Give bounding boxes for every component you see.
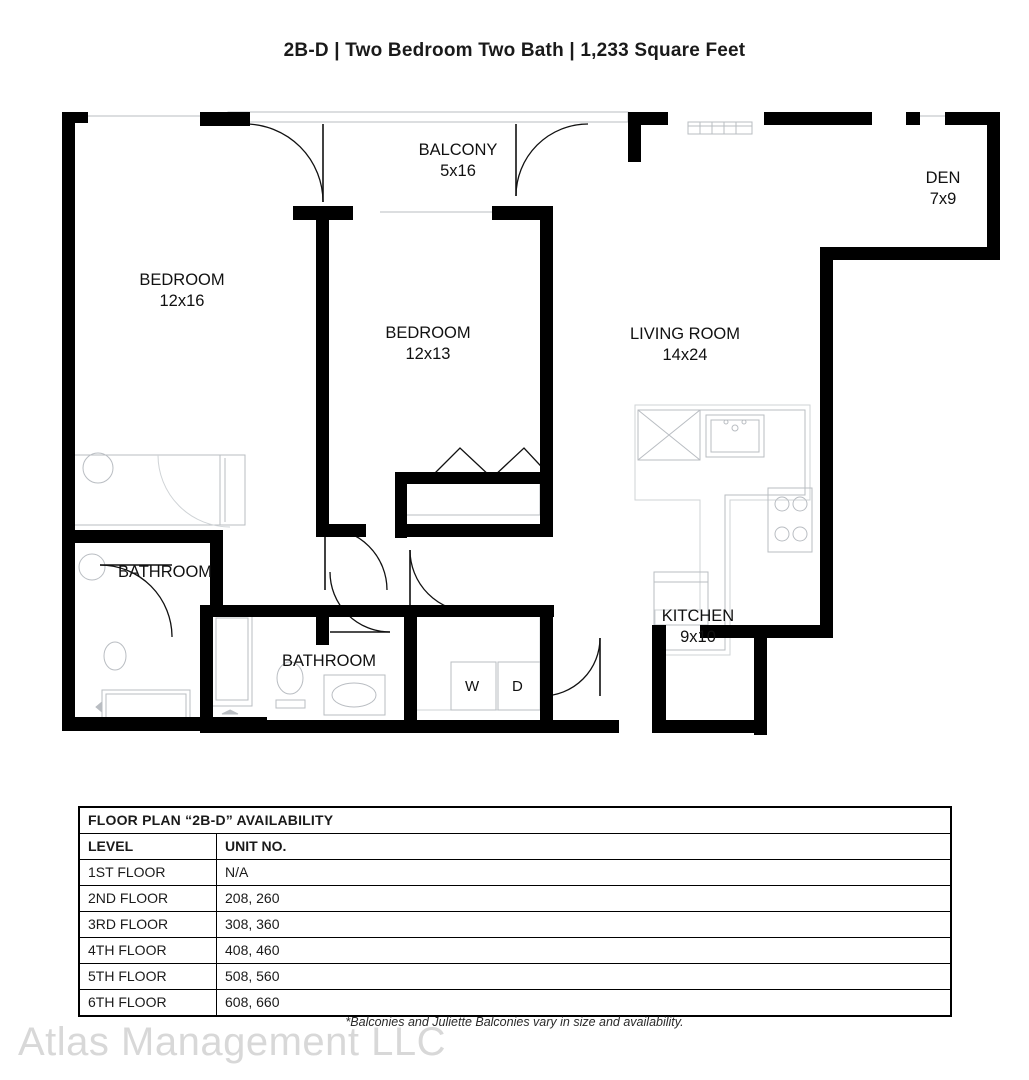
watermark: Atlas Management LLC — [18, 1020, 447, 1064]
column-header-level: LEVEL — [80, 834, 217, 860]
cell-units: 608, 660 — [217, 990, 951, 1016]
cell-level: 1ST FLOOR — [80, 860, 217, 886]
cell-units: N/A — [217, 860, 951, 886]
room-name: BEDROOM — [385, 324, 471, 342]
cell-level: 3RD FLOOR — [80, 912, 217, 938]
room-label-bathroom-master — [118, 562, 212, 583]
floor-plan-svg — [40, 110, 1020, 770]
cell-level: 2ND FLOOR — [80, 886, 217, 912]
table-heading-row — [80, 808, 951, 834]
availability-table-container — [78, 806, 952, 1017]
room-label-living-room — [630, 324, 740, 366]
room-name: DEN — [925, 169, 961, 187]
table-row — [80, 990, 951, 1016]
walls — [62, 112, 1000, 735]
room-label-bathroom-second — [282, 651, 376, 672]
footnote: *Balconies and Juliette Balconies vary in size and availability. — [345, 1015, 684, 1029]
column-header-unit: UNIT NO. — [217, 834, 951, 860]
table-row — [80, 886, 951, 912]
cell-units: 208, 260 — [217, 886, 951, 912]
room-name: LIVING ROOM — [629, 325, 741, 343]
room-label-balcony — [419, 140, 498, 182]
room-dimension: 12x16 — [159, 292, 205, 311]
table-heading: FLOOR PLAN “2B-D” AVAILABILITY — [80, 808, 951, 834]
room-name: BEDROOM — [139, 271, 225, 289]
cell-units: 308, 360 — [217, 912, 951, 938]
table-row — [80, 912, 951, 938]
cell-units: 408, 460 — [217, 938, 951, 964]
page-title: 2B-D | Two Bedroom Two Bath | 1,233 Square Feet — [283, 40, 746, 61]
room-dimension: 14x24 — [662, 346, 708, 365]
room-name: KITCHEN — [661, 607, 735, 625]
cell-level: 5TH FLOOR — [80, 964, 217, 990]
dryer-label: D — [512, 678, 523, 695]
table-column-header-row — [80, 834, 951, 860]
room-dimension: 7x9 — [929, 190, 957, 209]
room-name: BATHROOM — [281, 652, 377, 670]
cell-level: 6TH FLOOR — [80, 990, 217, 1016]
room-label-den — [926, 168, 961, 210]
room-dimension: 5x16 — [440, 162, 476, 181]
washer-label: W — [465, 678, 480, 695]
floor-plan-drawing — [40, 110, 1020, 770]
table-row — [80, 964, 951, 990]
room-label-kitchen — [662, 606, 734, 648]
room-name: BALCONY — [418, 141, 498, 159]
room-dimension: 12x13 — [405, 345, 451, 364]
cell-units: 508, 560 — [217, 964, 951, 990]
cell-level: 4TH FLOOR — [80, 938, 217, 964]
room-name: BATHROOM — [117, 563, 213, 581]
room-dimension: 9x10 — [680, 628, 716, 647]
table-row — [80, 860, 951, 886]
room-label-bedroom-second — [385, 323, 470, 365]
room-label-bedroom-master — [139, 270, 224, 312]
availability-table — [79, 807, 951, 1016]
table-row — [80, 938, 951, 964]
